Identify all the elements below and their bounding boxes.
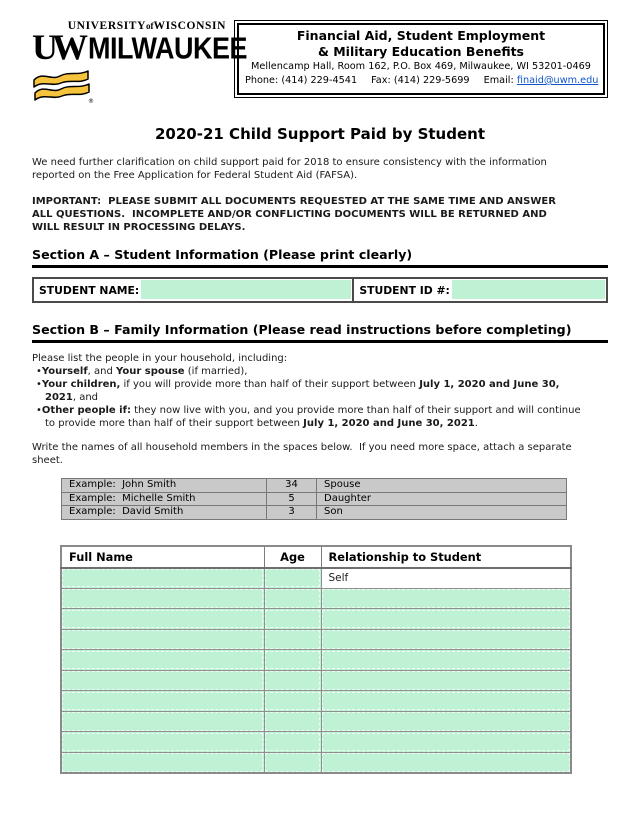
clarification-paragraph	[32, 156, 608, 182]
full-name-input[interactable]	[61, 691, 264, 712]
student-id-input[interactable]	[452, 280, 605, 299]
student-name-input[interactable]	[141, 280, 351, 299]
full-name-input[interactable]	[61, 752, 264, 773]
relationship-self-cell: Self	[321, 568, 571, 589]
example-row	[62, 479, 567, 493]
relationship-input[interactable]	[321, 629, 571, 650]
table-row	[61, 732, 571, 753]
clarification-line1: We need further clarification on child support paid for 2018 to ensure consistency with the information	[32, 157, 547, 168]
household-instructions-intro: Please list the people in your household, including:	[32, 353, 288, 364]
student-name-label: STUDENT NAME:	[39, 283, 140, 297]
flag-graphic	[32, 67, 92, 107]
age-input[interactable]	[264, 568, 321, 589]
section-a-heading: Section A – Student Information (Please print clearly)	[32, 247, 608, 268]
important-line3: WILL RESULT IN PROCESSING DELAYS.	[32, 222, 246, 233]
logo-university-text: UNIVERSITY	[67, 20, 146, 32]
uwm-logo	[32, 20, 248, 107]
full-name-input[interactable]	[61, 588, 264, 609]
full-name-input[interactable]	[61, 629, 264, 650]
full-name-input[interactable]	[61, 732, 264, 753]
write-names-line2: sheet.	[32, 455, 63, 466]
full-name-input[interactable]	[61, 650, 264, 671]
email-link[interactable]: finaid@uwm.edu	[516, 75, 599, 87]
table-row	[61, 752, 571, 773]
table-row	[61, 629, 571, 650]
age-input[interactable]	[264, 670, 321, 691]
relationship-input[interactable]	[321, 732, 571, 753]
example-row	[62, 506, 567, 520]
example-name: Example: Michelle Smith	[62, 492, 267, 506]
example-relationship: Spouse	[317, 479, 567, 493]
full-name-input[interactable]	[61, 568, 264, 589]
full-name-input[interactable]	[61, 609, 264, 630]
age-header: Age	[264, 546, 321, 568]
example-relationship: Daughter	[317, 492, 567, 506]
phone-label: Phone: (414) 229-4541	[245, 75, 358, 87]
logo-uwmilwaukee	[32, 27, 248, 67]
registered-trademark-symbol: ®	[88, 98, 94, 105]
example-age: 5	[267, 492, 317, 506]
important-line2: ALL QUESTIONS. INCOMPLETE AND/OR CONFLICTING DOCUMENTS WILL BE RETURNED AND	[32, 209, 547, 220]
table-row	[61, 568, 571, 589]
age-input[interactable]	[264, 588, 321, 609]
office-name-line2: & Military Education Benefits	[317, 44, 524, 59]
age-input[interactable]	[264, 752, 321, 773]
bullet-children: • Your children, if you will provide more than half of their support between July 1, 2020 and June 30,	[32, 378, 608, 391]
student-id-cell	[354, 279, 606, 301]
table-row	[61, 711, 571, 732]
logo-milwaukee-text: MILWAUKEE	[88, 31, 248, 66]
full-name-input[interactable]	[61, 711, 264, 732]
relationship-input[interactable]	[321, 588, 571, 609]
bullet-children-line2: 2021, and	[45, 392, 99, 403]
full-name-header: Full Name	[61, 546, 264, 568]
table-row	[61, 650, 571, 671]
age-input[interactable]	[264, 691, 321, 712]
relationship-input[interactable]	[321, 711, 571, 732]
example-row	[62, 492, 567, 506]
clarification-line2: reported on the Free Application for Federal Student Aid (FAFSA).	[32, 170, 358, 181]
relationship-input[interactable]	[321, 752, 571, 773]
household-header-row	[61, 546, 571, 568]
example-name: Example: David Smith	[62, 506, 267, 520]
logo-of-text: of	[145, 21, 154, 31]
example-relationship: Son	[317, 506, 567, 520]
relationship-input[interactable]	[321, 691, 571, 712]
student-id-label: STUDENT ID #:	[359, 283, 450, 297]
full-name-input[interactable]	[61, 670, 264, 691]
table-row	[61, 609, 571, 630]
fax-label: Fax: (414) 229-5699	[371, 75, 470, 87]
bullet-other-people: • Other people if: they now live with you, and you provide more than half of their support and will continue	[32, 404, 608, 417]
table-row	[61, 670, 571, 691]
example-age: 34	[267, 479, 317, 493]
important-line1: IMPORTANT: PLEASE SUBMIT ALL DOCUMENTS REQUESTED AT THE SAME TIME AND ANSWER	[32, 196, 556, 207]
relationship-input[interactable]	[321, 670, 571, 691]
write-names-paragraph	[32, 441, 608, 467]
relationship-header: Relationship to Student	[321, 546, 571, 568]
logo-wisconsin-text: WISCONSIN	[153, 20, 226, 32]
example-table	[61, 478, 567, 520]
contact-box	[234, 20, 608, 98]
bullet-other-people-line2: to provide more than half of their support between July 1, 2020 and June 30, 2021.	[45, 418, 478, 429]
relationship-input[interactable]	[321, 650, 571, 671]
important-paragraph	[32, 195, 608, 234]
office-phone-line	[245, 74, 597, 88]
table-row	[61, 588, 571, 609]
office-name-line1: Financial Aid, Student Employment	[296, 28, 546, 43]
table-row	[61, 691, 571, 712]
age-input[interactable]	[264, 732, 321, 753]
household-table	[60, 545, 572, 774]
page-title: 2020-21 Child Support Paid by Student	[154, 125, 485, 143]
contact-box-inner	[237, 23, 605, 95]
age-input[interactable]	[264, 650, 321, 671]
age-input[interactable]	[264, 629, 321, 650]
logo-uw-monogram: UW	[32, 27, 82, 67]
student-name-cell	[34, 279, 354, 301]
bullet-yourself: • Yourself, and Your spouse (if married),	[32, 365, 608, 378]
example-age: 3	[267, 506, 317, 520]
office-address: Mellencamp Hall, Room 162, P.O. Box 469, Milwaukee, WI 53201-0469	[251, 61, 591, 72]
age-input[interactable]	[264, 609, 321, 630]
uwm-flag-icon	[32, 67, 92, 107]
email-label: Email:	[483, 75, 514, 87]
example-name: Example: John Smith	[62, 479, 267, 493]
section-b-heading: Section B – Family Information (Please read instructions before completing)	[32, 322, 608, 343]
header	[32, 20, 608, 107]
write-names-line1: Write the names of all household members in the spaces below. If you need more space, attach a separate	[32, 442, 572, 453]
student-info-box	[32, 277, 608, 303]
age-input[interactable]	[264, 711, 321, 732]
relationship-input[interactable]	[321, 609, 571, 630]
